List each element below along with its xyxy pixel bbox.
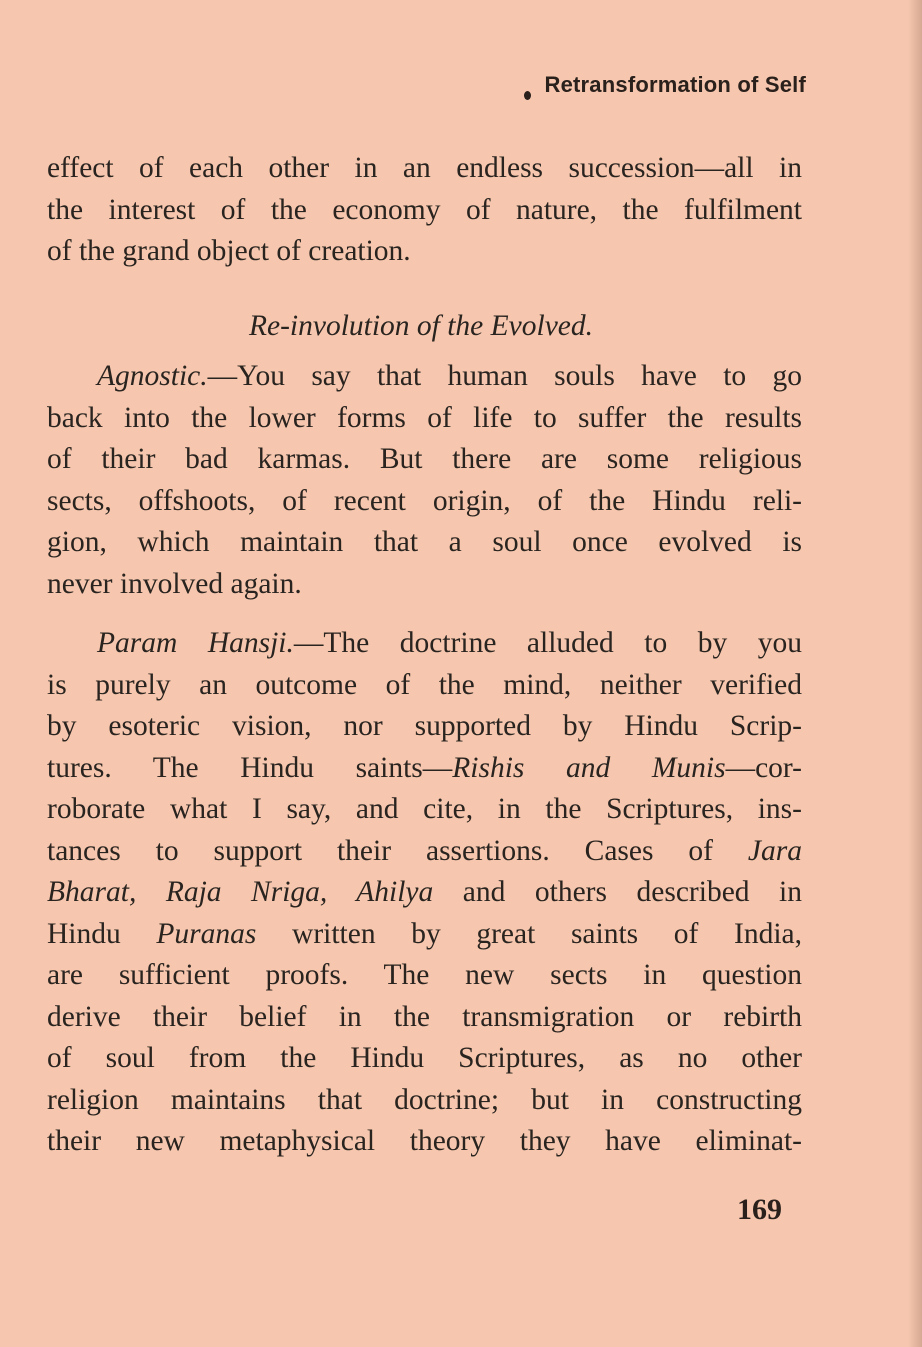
text-line: is purely an outcome of the mind, neither verified	[47, 668, 802, 701]
text-line: of the grand object of creation.	[47, 235, 411, 267]
text-span: —You say that human souls have to go	[207, 360, 802, 392]
running-head	[524, 72, 807, 100]
text-line	[47, 914, 802, 956]
page-edge-shadow	[908, 0, 922, 1347]
opening-paragraph	[47, 148, 802, 273]
text-span: and others described in	[433, 876, 802, 908]
text-span: written by great saints of India,	[256, 917, 802, 950]
italic-term: Puranas	[156, 917, 257, 950]
text-line	[47, 356, 802, 398]
speaker-name: Param Hansji.	[97, 627, 294, 659]
text-line: roborate what I say, and cite, in the Scriptures, ins-	[47, 793, 802, 825]
italic-term: Jara	[747, 834, 802, 867]
text-line: their new metaphysical theory they have eliminat-	[47, 1125, 802, 1157]
text-line	[47, 748, 802, 790]
text-line: by esoteric vision, nor supported by Hindu Scrip-	[47, 710, 802, 742]
text-line: gion, which maintain that a soul once evolved is	[47, 526, 802, 558]
text-line: sects, offshoots, of recent origin, of the Hindu reli-	[47, 484, 802, 517]
text-span: tances to support their assertions. Cases of	[47, 834, 748, 867]
page-number: 169	[737, 1193, 782, 1226]
text-line: of their bad karmas. But there are some religious	[47, 443, 802, 475]
text-line: never involved again.	[47, 567, 302, 600]
bullet-ornament	[524, 91, 531, 100]
italic-term: Bharat, Raja Nriga, Ahilya	[47, 876, 434, 908]
text-line: effect of each other in an endless succession—all in	[47, 152, 802, 184]
section-heading	[0, 306, 922, 348]
speaker-name: Agnostic.	[97, 360, 208, 392]
text-line: are sufficient proofs. The new sects in question	[47, 959, 802, 991]
text-line: the interest of the economy of nature, the fulfilment	[47, 193, 802, 226]
text-line	[47, 623, 802, 665]
text-line: back into the lower forms of life to suffer the results	[47, 401, 802, 434]
text-line: derive their belief in the transmigration or rebirth	[47, 1000, 802, 1033]
text-span: tures. The Hindu saints—	[47, 751, 453, 784]
text-span: —cor-	[725, 751, 802, 784]
text-span: —The doctrine alluded to by you	[293, 627, 802, 659]
text-line: religion maintains that doctrine; but in constructing	[47, 1083, 802, 1116]
agnostic-paragraph	[47, 356, 802, 605]
text-line	[47, 872, 802, 914]
text-span: Hindu	[47, 917, 157, 950]
text-line	[47, 831, 802, 873]
section-heading-text: Re-involution of the Evolved.	[248, 310, 594, 342]
text-line: of soul from the Hindu Scriptures, as no other	[47, 1042, 802, 1074]
italic-term: Rishis and Munis	[452, 751, 726, 784]
running-head-title: Retransformation of Self	[544, 72, 806, 97]
param-paragraph	[47, 623, 802, 1163]
